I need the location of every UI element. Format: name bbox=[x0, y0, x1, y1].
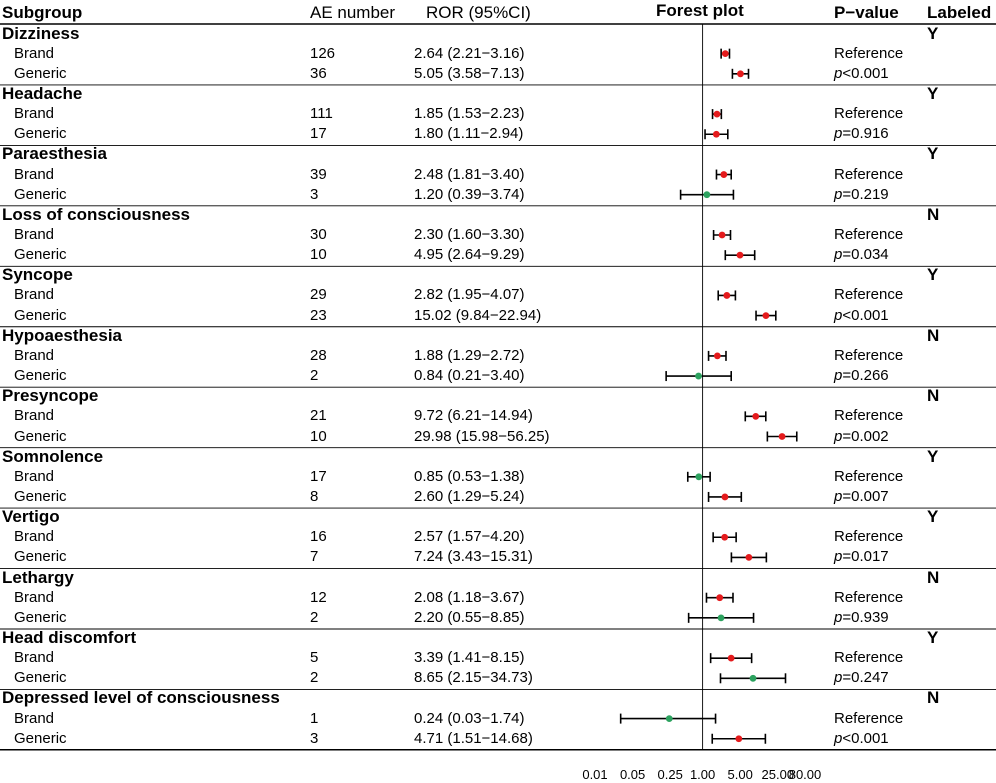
row-label: Brand bbox=[14, 44, 55, 62]
row-ror-ci: 2.30 (1.60−3.30) bbox=[414, 226, 525, 243]
labeled-flag: Y bbox=[927, 144, 939, 164]
row-ae-number: 1 bbox=[310, 709, 319, 727]
row-p-value bbox=[834, 547, 889, 567]
p-symbol: p bbox=[834, 487, 843, 505]
row-ror-ci: 2.08 (1.18−3.67) bbox=[414, 588, 525, 606]
labeled-flag: Y bbox=[927, 83, 939, 103]
row-ror-ci: 1.85 (1.53−2.23) bbox=[414, 105, 525, 123]
header-labeled: Labeled bbox=[927, 3, 992, 22]
row-p-value bbox=[834, 285, 903, 305]
row-label: Brand bbox=[14, 709, 55, 727]
p-value-text: =0.247 bbox=[842, 669, 889, 687]
row-ror-ci: 2.64 (2.21−3.16) bbox=[414, 44, 525, 62]
row-ae-number: 21 bbox=[310, 407, 327, 425]
labeled-flag: N bbox=[927, 204, 940, 224]
header-p-value: P−value bbox=[834, 3, 899, 22]
labeled-flag: Y bbox=[927, 446, 939, 466]
p-value-text: Reference bbox=[834, 467, 904, 485]
group-name: Somnolence bbox=[2, 446, 104, 466]
row-label: Brand bbox=[14, 105, 55, 123]
row-ae-number: 10 bbox=[310, 246, 327, 264]
row-p-value bbox=[834, 225, 903, 245]
x-tick-label: 1.00 bbox=[689, 767, 716, 782]
p-value-text: =0.219 bbox=[842, 185, 889, 203]
group-name: Headache bbox=[2, 83, 83, 103]
p-symbol: p bbox=[834, 64, 843, 82]
row-ae-number: 36 bbox=[310, 64, 327, 82]
row-label: Brand bbox=[14, 467, 55, 485]
p-value-text: Reference bbox=[834, 588, 904, 606]
row-ae-number: 7 bbox=[310, 548, 319, 566]
header-subgroup: Subgroup bbox=[2, 3, 83, 22]
p-value-text: Reference bbox=[834, 226, 904, 243]
row-ae-number: 3 bbox=[310, 729, 319, 747]
row-ror-ci: 4.71 (1.51−14.68) bbox=[414, 729, 533, 747]
p-value-text: Reference bbox=[834, 649, 904, 667]
row-label: Brand bbox=[14, 649, 55, 667]
row-label: Generic bbox=[14, 306, 67, 324]
row-ae-number: 2 bbox=[310, 669, 319, 687]
row-ror-ci: 2.20 (0.55−8.85) bbox=[414, 608, 525, 626]
p-value-text: Reference bbox=[834, 528, 904, 546]
p-symbol: p bbox=[834, 306, 843, 324]
row-label: Generic bbox=[14, 367, 67, 385]
row-ror-ci: 8.65 (2.15−34.73) bbox=[414, 669, 533, 687]
row-label: Brand bbox=[14, 226, 55, 243]
row-p-value bbox=[834, 648, 903, 668]
ror-point bbox=[718, 614, 725, 621]
labeled-flag: N bbox=[927, 325, 940, 345]
p-value-text: =0.939 bbox=[842, 608, 889, 626]
row-ae-number: 29 bbox=[310, 286, 327, 304]
row-ae-number: 10 bbox=[310, 427, 327, 445]
header-ae-number: AE number bbox=[310, 3, 396, 22]
x-tick-label: 0.05 bbox=[619, 767, 646, 782]
row-label: Generic bbox=[14, 487, 67, 505]
group-name: Vertigo bbox=[2, 507, 60, 527]
group-name: Dizziness bbox=[2, 23, 80, 43]
p-value-text: Reference bbox=[834, 165, 904, 183]
row-ror-ci: 2.82 (1.95−4.07) bbox=[414, 286, 525, 304]
ror-point bbox=[716, 594, 723, 601]
row-p-value bbox=[834, 588, 903, 608]
p-value-text: =0.034 bbox=[842, 246, 889, 264]
x-tick-label: 25.00 bbox=[761, 767, 795, 782]
row-label: Generic bbox=[14, 608, 67, 626]
p-value-text: =0.266 bbox=[842, 367, 889, 385]
row-p-value bbox=[834, 306, 889, 326]
row-label: Brand bbox=[14, 407, 55, 425]
row-p-value bbox=[834, 427, 889, 447]
group-name: Hypoaesthesia bbox=[2, 325, 122, 345]
row-label: Generic bbox=[14, 669, 67, 687]
p-value-text: <0.001 bbox=[842, 64, 889, 82]
row-ror-ci: 0.85 (0.53−1.38) bbox=[414, 467, 525, 485]
p-symbol: p bbox=[834, 367, 843, 385]
p-value-text: Reference bbox=[834, 105, 904, 123]
p-symbol: p bbox=[834, 608, 843, 626]
ror-point bbox=[721, 534, 728, 541]
row-p-value bbox=[834, 709, 903, 729]
row-label: Generic bbox=[14, 185, 67, 203]
ror-point bbox=[722, 50, 729, 57]
labeled-flag: N bbox=[927, 688, 940, 708]
ror-point bbox=[714, 353, 721, 360]
x-tick-label: 5.00 bbox=[727, 767, 753, 782]
row-ae-number: 8 bbox=[310, 487, 319, 505]
row-ae-number: 23 bbox=[310, 306, 327, 324]
p-value-text: Reference bbox=[834, 44, 904, 62]
group-name: Loss of consciousness bbox=[2, 204, 190, 224]
group-name: Lethargy bbox=[2, 567, 74, 587]
row-ae-number: 2 bbox=[310, 608, 319, 626]
row-label: Generic bbox=[14, 125, 67, 143]
p-value-text: Reference bbox=[834, 346, 904, 364]
row-ror-ci: 3.39 (1.41−8.15) bbox=[414, 649, 525, 667]
row-p-value bbox=[834, 64, 889, 84]
p-value-text: Reference bbox=[834, 286, 904, 304]
row-ror-ci: 5.05 (3.58−7.13) bbox=[414, 64, 525, 82]
row-label: Generic bbox=[14, 427, 67, 445]
row-ror-ci: 2.57 (1.57−4.20) bbox=[414, 528, 525, 546]
ror-point bbox=[737, 252, 744, 259]
row-ae-number: 17 bbox=[310, 467, 327, 485]
ror-point bbox=[703, 191, 710, 198]
labeled-flag: N bbox=[927, 567, 940, 587]
row-label: Generic bbox=[14, 548, 67, 566]
p-symbol: p bbox=[834, 125, 843, 143]
p-value-text: <0.001 bbox=[842, 729, 889, 747]
row-ror-ci: 7.24 (3.43−15.31) bbox=[414, 548, 533, 566]
p-value-text: =0.916 bbox=[842, 125, 889, 143]
row-p-value bbox=[834, 668, 889, 688]
p-value-text: =0.017 bbox=[842, 548, 889, 566]
row-ae-number: 12 bbox=[310, 588, 327, 606]
row-ror-ci: 29.98 (15.98−56.25) bbox=[414, 427, 550, 445]
p-symbol: p bbox=[834, 548, 843, 566]
labeled-flag: Y bbox=[927, 23, 939, 43]
group-name: Head discomfort bbox=[2, 628, 137, 647]
x-tick-label: 80.00 bbox=[788, 767, 822, 782]
row-ae-number: 39 bbox=[310, 165, 327, 183]
header-forest-plot: Forest plot bbox=[656, 1, 744, 20]
row-p-value bbox=[834, 346, 903, 366]
labeled-flag: Y bbox=[927, 628, 939, 647]
ror-point bbox=[714, 111, 721, 118]
row-ae-number: 28 bbox=[310, 346, 327, 364]
group-name: Paraesthesia bbox=[2, 144, 107, 164]
ror-point bbox=[750, 675, 757, 682]
row-p-value bbox=[834, 366, 889, 386]
ror-point bbox=[745, 554, 752, 561]
ror-point bbox=[713, 131, 720, 138]
row-ae-number: 17 bbox=[310, 125, 327, 143]
ror-point bbox=[720, 171, 727, 178]
row-p-value bbox=[834, 165, 903, 185]
row-label: Brand bbox=[14, 588, 55, 606]
ror-point bbox=[722, 494, 729, 501]
labeled-flag: N bbox=[927, 386, 940, 406]
row-ror-ci: 4.95 (2.64−9.29) bbox=[414, 246, 525, 264]
ror-point bbox=[779, 433, 786, 440]
row-label: Brand bbox=[14, 165, 55, 183]
row-p-value bbox=[834, 527, 903, 547]
row-p-value bbox=[834, 487, 889, 507]
row-ror-ci: 1.20 (0.39−3.74) bbox=[414, 185, 525, 203]
row-p-value bbox=[834, 124, 889, 144]
row-ae-number: 111 bbox=[310, 105, 333, 123]
row-ror-ci: 2.60 (1.29−5.24) bbox=[414, 487, 525, 505]
row-p-value bbox=[834, 44, 903, 64]
row-p-value bbox=[834, 245, 889, 265]
p-value-text: Reference bbox=[834, 407, 904, 425]
row-ae-number: 3 bbox=[310, 185, 319, 203]
ror-point bbox=[735, 735, 742, 742]
row-ae-number: 5 bbox=[310, 649, 319, 667]
x-tick-label: 0.01 bbox=[582, 767, 608, 782]
row-ror-ci: 2.48 (1.81−3.40) bbox=[414, 165, 525, 183]
row-p-value bbox=[834, 185, 889, 205]
row-ae-number: 30 bbox=[310, 226, 327, 243]
row-p-value bbox=[834, 104, 903, 124]
p-symbol: p bbox=[834, 729, 843, 747]
p-symbol: p bbox=[834, 246, 843, 264]
p-symbol: p bbox=[834, 427, 843, 445]
group-name: Depressed level of consciousness bbox=[2, 688, 280, 708]
row-ae-number: 16 bbox=[310, 528, 327, 546]
ror-point bbox=[737, 70, 744, 77]
ror-point bbox=[695, 473, 702, 480]
x-tick-label: 0.25 bbox=[657, 767, 683, 782]
p-symbol: p bbox=[834, 185, 843, 203]
p-value-text: =0.002 bbox=[842, 427, 889, 445]
ror-point bbox=[666, 715, 673, 722]
row-p-value bbox=[834, 467, 903, 487]
p-value-text: Reference bbox=[834, 709, 904, 727]
row-ror-ci: 0.24 (0.03−1.74) bbox=[414, 709, 525, 727]
row-ae-number: 2 bbox=[310, 367, 319, 385]
row-ror-ci: 1.88 (1.29−2.72) bbox=[414, 346, 525, 364]
row-p-value bbox=[834, 608, 889, 628]
row-label: Generic bbox=[14, 729, 67, 747]
ror-point bbox=[695, 373, 702, 380]
ror-point bbox=[752, 413, 759, 420]
row-label: Generic bbox=[14, 64, 67, 82]
row-ror-ci: 9.72 (6.21−14.94) bbox=[414, 407, 533, 425]
ror-point bbox=[763, 312, 770, 319]
labeled-flag: Y bbox=[927, 507, 939, 527]
labeled-flag: Y bbox=[927, 265, 939, 285]
ror-point bbox=[719, 232, 726, 239]
group-name: Presyncope bbox=[2, 386, 99, 406]
row-ae-number: 126 bbox=[310, 44, 336, 62]
row-p-value bbox=[834, 406, 903, 426]
row-p-value bbox=[834, 729, 889, 749]
group-name: Syncope bbox=[2, 265, 73, 285]
p-value-text: <0.001 bbox=[842, 306, 889, 324]
ror-point bbox=[723, 292, 730, 299]
row-ror-ci: 0.84 (0.21−3.40) bbox=[414, 367, 525, 385]
p-value-text: =0.007 bbox=[842, 487, 889, 505]
row-label: Brand bbox=[14, 286, 55, 304]
row-ror-ci: 15.02 (9.84−22.94) bbox=[414, 306, 542, 324]
row-ror-ci: 1.80 (1.11−2.94) bbox=[414, 125, 524, 143]
header-ror: ROR (95%CI) bbox=[426, 3, 531, 22]
row-label: Brand bbox=[14, 528, 55, 546]
row-label: Generic bbox=[14, 246, 67, 264]
row-label: Brand bbox=[14, 346, 55, 364]
ror-point bbox=[728, 655, 735, 662]
p-symbol: p bbox=[834, 669, 843, 687]
